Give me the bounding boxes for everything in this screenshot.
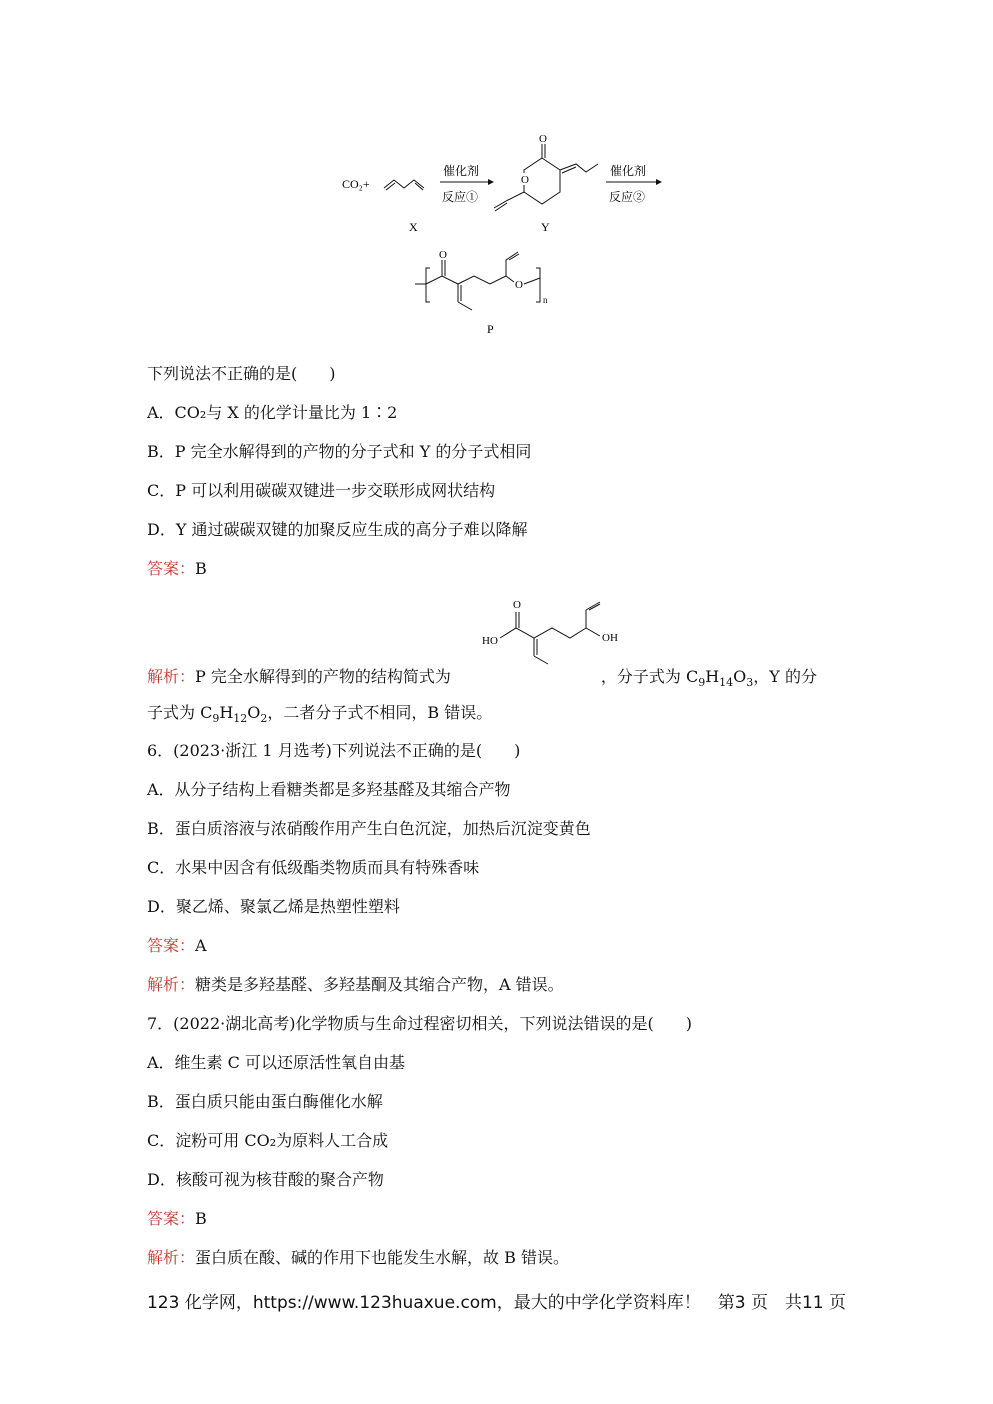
catalyst-2-label: 催化剂 — [610, 164, 647, 178]
page-footer: 123 化学网，https://www.123huaxue.com，最大的中学化学资料库！ 第3 页 共11 页 — [146, 1293, 847, 1313]
hydrolysis-product-structure — [478, 592, 628, 672]
svg-text:OH: OH — [602, 632, 618, 644]
label-x: X — [409, 220, 418, 234]
catalyst-1-label: 催化剂 — [443, 164, 480, 178]
label-p: P — [487, 322, 494, 336]
q5-analysis-line-2: 子式为 $C_9H_{12}O_2$，二者分子式不相同，B 错误。 — [147, 703, 493, 725]
q5-option-b: B．P 完全水解得到的产物的分子式和 Y 的分子式相同 — [147, 442, 532, 461]
q7-option-d: D．核酸可视为核苷酸的聚合产物 — [147, 1170, 384, 1189]
q7-option-c: C．淀粉可用 CO₂为原料人工合成 — [147, 1131, 389, 1150]
polymer-p — [410, 240, 560, 340]
q5-option-d: D．Y 通过碳碳双键的加聚反应生成的高分子难以降解 — [147, 520, 528, 539]
answer-value: A — [195, 936, 207, 955]
answer-value: B — [195, 559, 207, 578]
q7-option-b: B．蛋白质只能由蛋白酶催化水解 — [147, 1092, 383, 1111]
svg-text:O: O — [539, 133, 547, 145]
answer-label: 答案： — [147, 1209, 196, 1228]
q6-option-c: C．水果中因含有低级酯类物质而具有特殊香味 — [147, 858, 480, 877]
analysis-label: 解析： — [147, 975, 196, 994]
svg-text:O: O — [515, 279, 523, 291]
svg-text:HO: HO — [482, 635, 498, 647]
q5-analysis-line-1: 解析：P 完全水解得到的产物的结构简式为 ，分子式为 $C_9H_{14}O_3$，Y 的分 — [147, 667, 817, 689]
q6-answer — [147, 935, 207, 957]
q7-analysis: 解析：蛋白质在酸、碱的作用下也能发生水解，故 B 错误。 — [147, 1248, 569, 1267]
q7-option-a: A．维生素 C 可以还原活性氧自由基 — [147, 1053, 405, 1072]
label-y: Y — [541, 220, 550, 234]
analysis-label: 解析： — [147, 1248, 196, 1267]
co2-reactant: CO₂+ — [342, 177, 370, 191]
analysis-label: 解析： — [147, 667, 196, 686]
svg-text:O: O — [521, 174, 529, 186]
answer-label: 答案： — [147, 559, 196, 578]
q6-option-d: D．聚乙烯、聚氯乙烯是热塑性塑料 — [147, 897, 400, 916]
reaction-2-label: 反应② — [609, 190, 646, 204]
reaction-1-label: 反应① — [442, 190, 479, 204]
svg-text:n: n — [543, 295, 548, 305]
q7-answer — [147, 1208, 207, 1230]
q7-stem: 7．(2022·湖北高考)化学物质与生命过程密切相关，下列说法错误的是( ) — [147, 1014, 692, 1033]
q5-answer — [147, 558, 207, 580]
svg-text:O: O — [513, 599, 521, 611]
q6-analysis: 解析：糖类是多羟基醛、多羟基酮及其缩合产物，A 错误。 — [147, 975, 564, 994]
answer-label: 答案： — [147, 936, 196, 955]
q5-stem: 下列说法不正确的是( ) — [147, 364, 336, 383]
answer-value: B — [195, 1209, 207, 1228]
reaction-scheme — [330, 130, 670, 245]
q6-option-a: A．从分子结构上看糖类都是多羟基醛及其缩合产物 — [147, 780, 511, 799]
q6-option-b: B．蛋白质溶液与浓硝酸作用产生白色沉淀，加热后沉淀变黄色 — [147, 819, 591, 838]
q5-option-a: A．CO₂与 X 的化学计量比为 1∶2 — [147, 403, 398, 422]
q6-stem: 6．(2023·浙江 1 月选考)下列说法不正确的是( ) — [147, 741, 521, 760]
q5-option-c: C．P 可以利用碳碳双键进一步交联形成网状结构 — [147, 481, 496, 500]
svg-text:O: O — [439, 249, 447, 261]
